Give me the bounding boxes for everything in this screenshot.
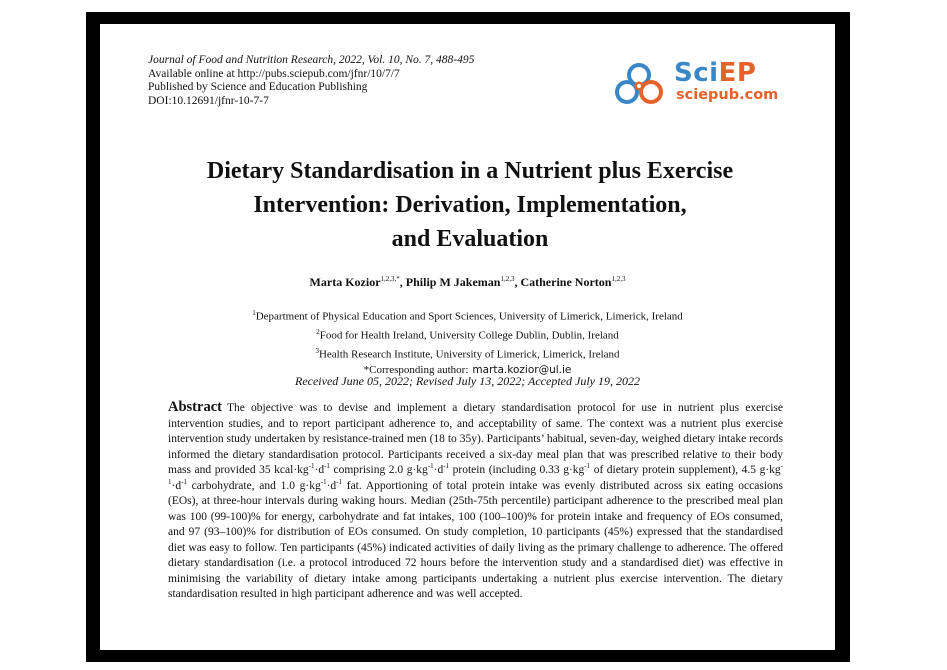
available-online-line: Available online at http://pubs.sciepub.com/jfnr/10/7/7 (148, 67, 400, 80)
sciep-logo (614, 60, 794, 110)
affiliation-number: 2 (316, 328, 320, 337)
affiliation-text: Health Research Institute, University of Limerick, Limerick, Ireland (318, 348, 620, 361)
unit-exponent: -1 (181, 477, 187, 486)
unit-dot-d: ·d (433, 464, 444, 476)
unit-dot-d: ·d (326, 479, 337, 492)
title-line-1: Dietary Standardisation in a Nutrient plus Exercise (206, 158, 734, 184)
affiliation-number: 1 (252, 309, 256, 317)
logo-sci: Sci (674, 58, 719, 88)
author-name: Philip M Jakeman (405, 275, 501, 289)
author-affiliation-marker: 1,2,3 (611, 275, 626, 283)
journal-citation: Journal of Food and Nutrition Research, 2022, Vol. 10, No. 7, 488-495 (148, 54, 475, 66)
title-line-3: and Evaluation (391, 226, 549, 252)
abstract-text-part: The objective was to devise and implement a dietary standardisation protocol for use in nutrient plus exercise intervention studies, and to report participant adherence to, and acceptability of same. The context was a nutrient plus exercise intervention study undertaken by resistance-trained men (18 to 35y). Participants’ habitual, seven-day, weighed dietary intake records informed the dietary standardisation protocol. Participants received a six-day meal plan that was prescribed relative to their body mass and provided 35 kcal·kg (168, 402, 783, 476)
abstract-text-part: fat. Apportioning of total protein intake was evenly distributed across six eating occasions (EOs), at three-hour intervals during waking hours. Median (25th-75th percentile) participant adherence to the prescribed meal plan was 100 (99-100)% for energy, carbohydrate and fat intakes, 100 (100–100)% for protein intake and frequency of EOs consumed, and 97 (93–100)% for distribution of EOs consumed. On study completion, 10 participants (45%) expressed that the standardised diet was easy to follow. Ten participants (45%) indicated activities of daily living as the primary challenge to adherence. The offered dietary standardisation (i.e. a protocol introduced 72 hours before the intervention study and a standardised diet) was effective in minimising the variability of dietary intake among participants undertaking a nutrient plus exercise intervention. The dietary standardisation resulted in high participant adherence and was well accepted. (168, 479, 784, 600)
submission-dates: Received June 05, 2022; Revised July 13, 2022; Accepted July 19, 2022 (295, 374, 640, 388)
affiliation-text: Food for Health Ireland, University College Dublin, Dublin, Ireland (319, 329, 619, 342)
affiliation-line (100, 325, 835, 344)
corresponding-author-label: *Corresponding author: (363, 364, 469, 377)
logo-ep: EP (718, 58, 757, 88)
unit-exponent: -1 (320, 477, 327, 486)
abstract-text-part: of dietary protein supplement), 4.5 g·kg (593, 464, 781, 476)
author-list: Marta Kozior$^{1,2,3,*}$, Philip M Jakeman$^{1,2,3}$, Catherine Norton$^{1,2,3}$ (309, 275, 626, 289)
author-affiliation-marker: 1,2,3,* (380, 275, 400, 283)
abstract-text-part: comprising 2.0 g·kg (333, 464, 428, 476)
journal-metadata (148, 54, 474, 108)
unit-exponent: -1 (584, 462, 591, 471)
abstract (168, 400, 783, 603)
affiliation-line (100, 306, 835, 325)
logo-wordmark (674, 58, 756, 88)
title-line-2: Intervention: Derivation, Implementation, (253, 192, 687, 218)
abstract-heading: Abstract (168, 399, 222, 415)
unit-exponent: -1 (308, 462, 315, 471)
author-name: Marta Kozior (309, 275, 381, 289)
unit-exponent: -1 (336, 477, 343, 486)
unit-dot-d: ·d (171, 479, 182, 492)
corresponding-email-link[interactable]: marta.kozior@ul.ie (472, 364, 572, 377)
unit-dot-d: ·d (314, 464, 325, 476)
unit-exponent: -1 (168, 462, 784, 486)
publisher-line: Published by Science and Education Publishing (148, 81, 368, 93)
biohazard-style-publisher-icon (614, 60, 664, 108)
affiliation-text: Department of Physical Education and Sport Sciences, University of Limerick, Limerick, Ireland (255, 310, 683, 323)
doi-line: DOI:10.12691/jfnr-10-7-7 (148, 94, 269, 107)
unit-exponent: -1 (427, 462, 434, 471)
author-affiliation-marker: 1,2,3 (500, 275, 515, 283)
paper-title (120, 154, 820, 256)
unit-exponent: -1 (443, 462, 450, 471)
author-name: Catherine Norton (520, 275, 612, 289)
abstract-text-part: carbohydrate, and 1.0 g·kg (191, 479, 321, 492)
logo-url: sciepub.com (676, 87, 779, 103)
abstract-text-part: protein (including 0.33 g·kg (452, 464, 585, 476)
affiliation-line (100, 344, 835, 363)
unit-exponent: -1 (324, 462, 330, 471)
affiliation-number: 3 (315, 347, 319, 356)
paper-page (100, 24, 835, 650)
affiliations (100, 306, 835, 379)
